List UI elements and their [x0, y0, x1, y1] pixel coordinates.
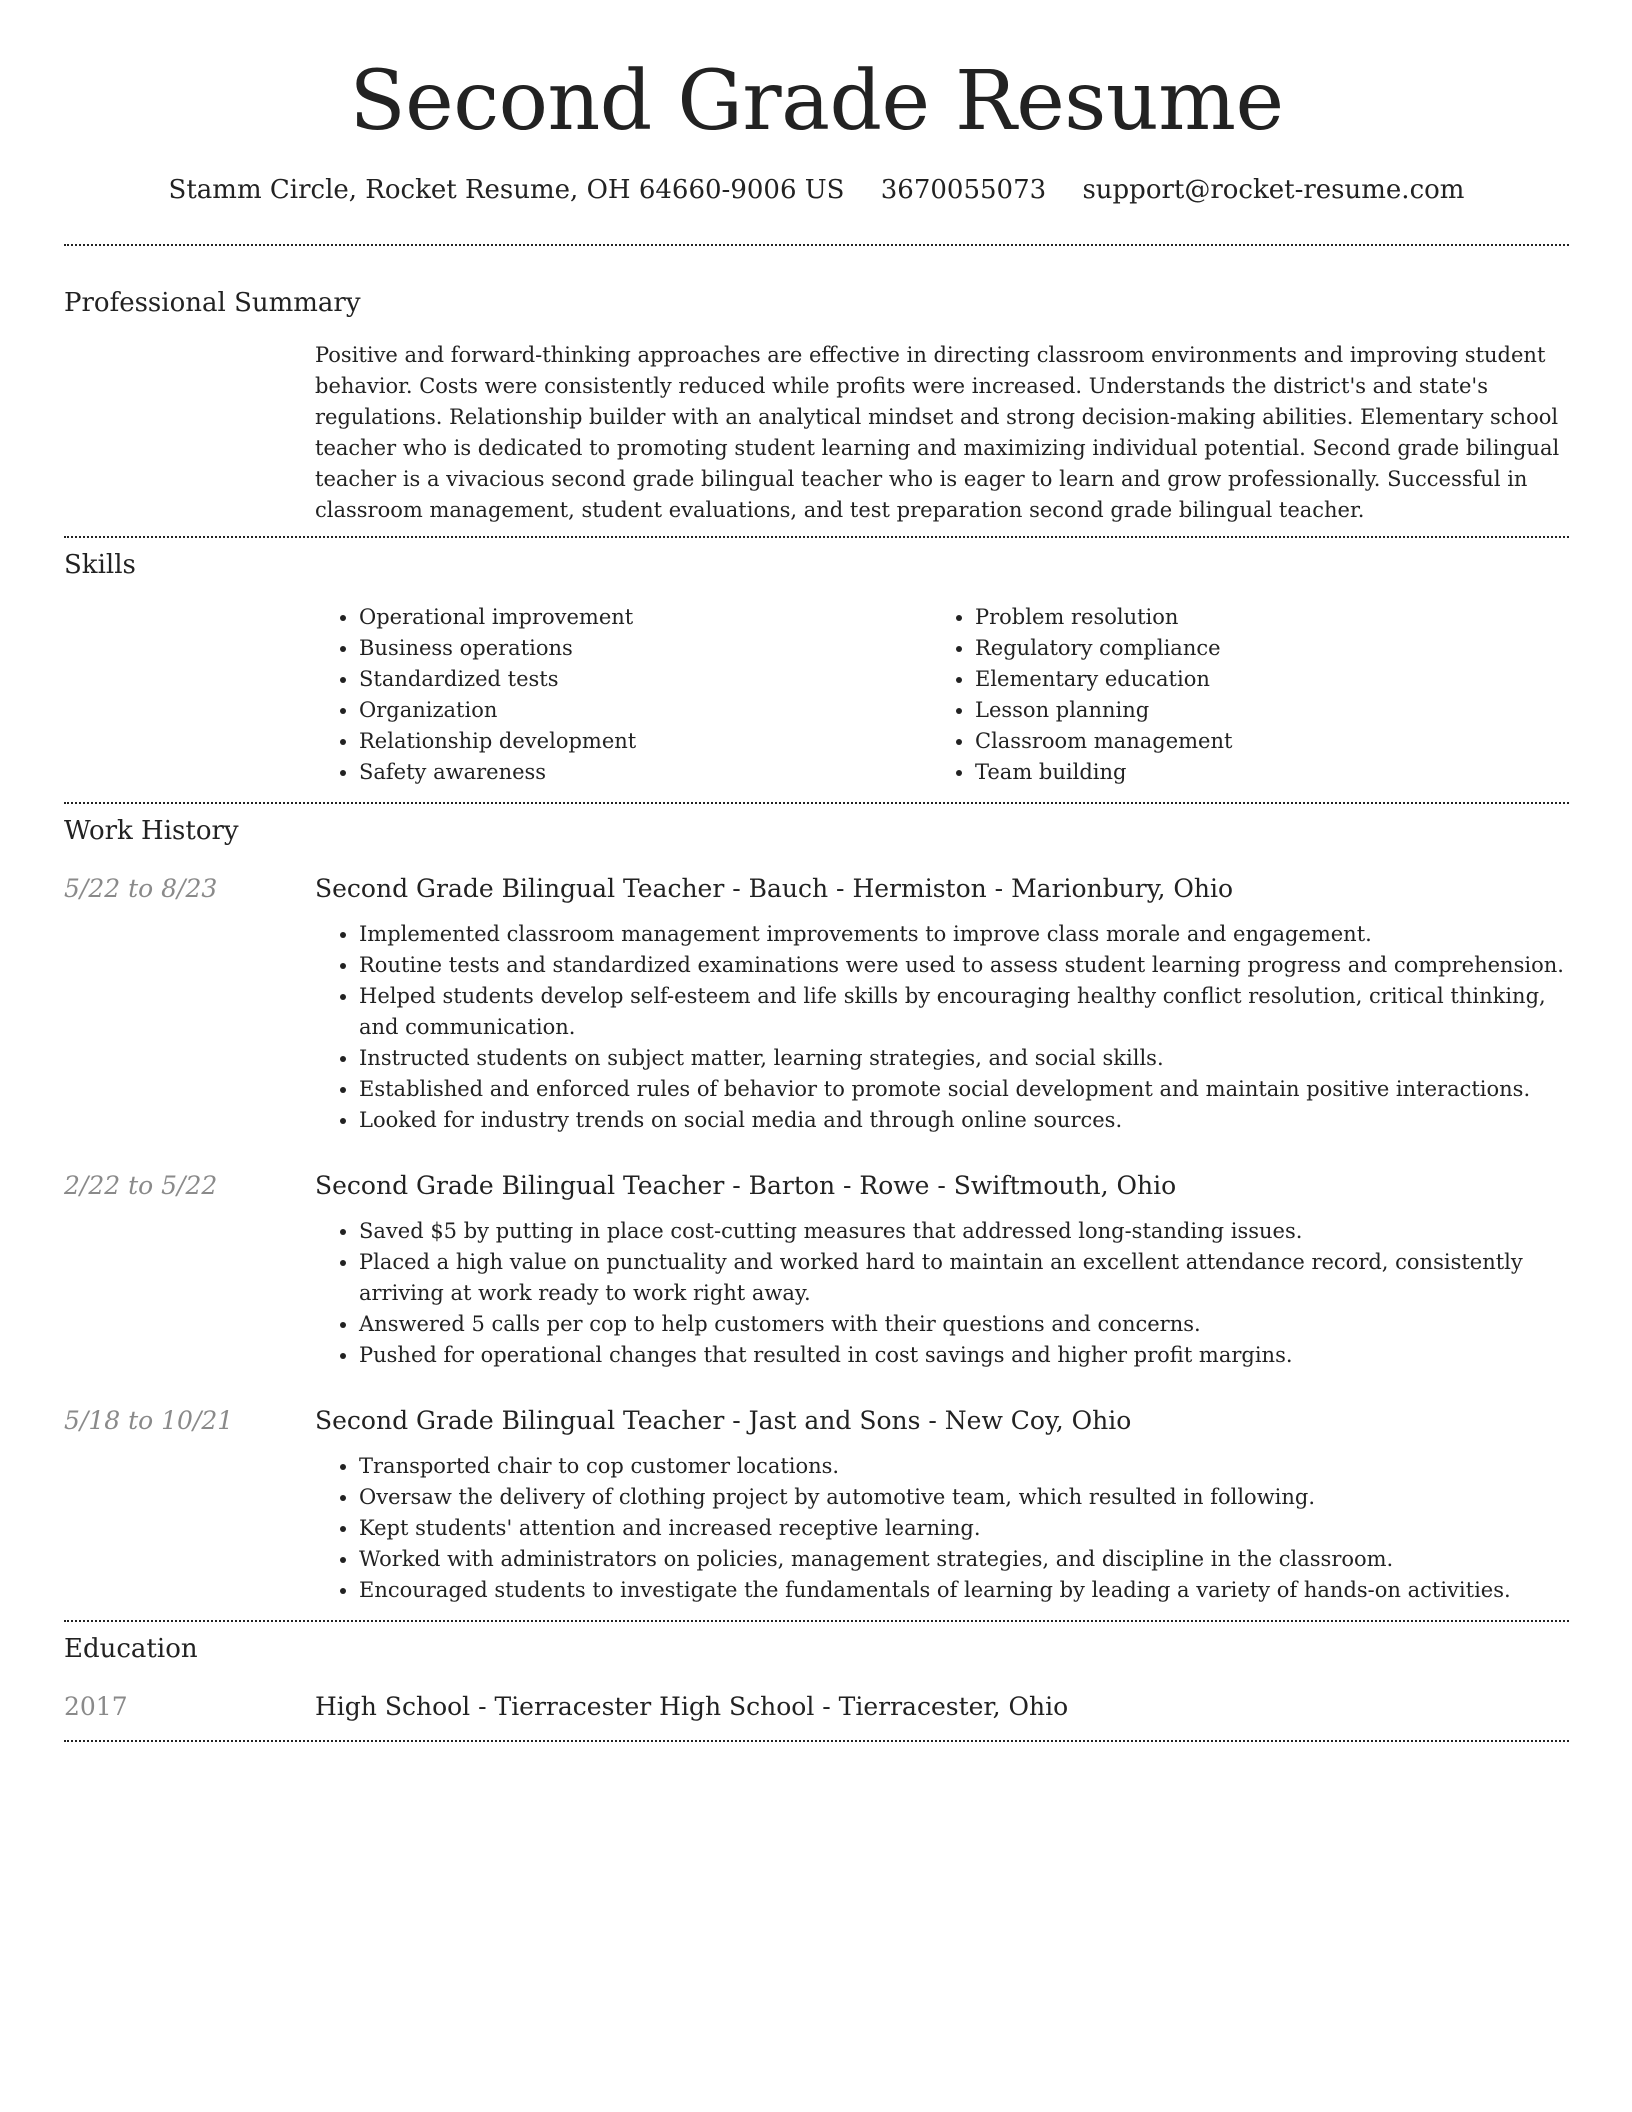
job-bullet: • Oversaw the delivery of clothing project by automotive team, which resulted in following. — [359, 1482, 1569, 1513]
job-dates: 2/22 to 5/22 — [64, 1171, 218, 1200]
job-bullet: • Pushed for operational changes that resulted in cost savings and higher profit margins. — [359, 1340, 1569, 1371]
job-bullet: • Routine tests and standardized examinations were used to assess student learning progress and comprehension. — [359, 950, 1569, 981]
skill-item: • Operational improvement — [359, 602, 931, 633]
skill-item: • Lesson planning — [975, 695, 1535, 726]
skill-item: • Safety awareness — [359, 757, 931, 788]
resume-page — [64, 0, 1569, 1742]
work-section — [64, 804, 1569, 1606]
job-bullet: • Helped students develop self-esteem and life skills by encouraging healthy conflict resolution, critical thinking, and communication. — [359, 981, 1569, 1043]
section-title-skills: Skills — [64, 550, 136, 580]
job-bullet: • Established and enforced rules of behavior to promote social development and maintain positive interactions. — [359, 1074, 1569, 1105]
job-bullet: • Encouraged students to investigate the fundamentals of learning by leading a variety of hands-on activities. — [359, 1575, 1569, 1606]
summary-section — [64, 246, 1569, 526]
job-main — [315, 872, 1569, 1136]
job-bullet: • Answered 5 calls per cop to help customers with their questions and concerns. — [359, 1309, 1569, 1340]
job-bullet: • Kept students' attention and increased receptive learning. — [359, 1513, 1569, 1544]
job-heading: Second Grade Bilingual Teacher - Bauch - Hermiston - Marionbury, Ohio — [315, 874, 1234, 903]
job-bullet: • Implemented classroom management improvements to improve class morale and engagement. — [359, 919, 1569, 950]
education-section — [64, 1622, 1569, 1724]
skill-item: • Team building — [975, 757, 1535, 788]
contact-address: Stamm Circle, Rocket Resume, OH 64660-9006 US — [168, 175, 845, 205]
job-bullet: • Saved $5 by putting in place cost-cutting measures that addressed long-standing issues. — [359, 1216, 1569, 1247]
education-entry — [64, 1690, 1569, 1724]
job-bullet: • Transported chair to cop customer locations. — [359, 1451, 1569, 1482]
job-bullet: • Placed a high value on punctuality and worked hard to maintain an excellent attendance record, consistently arriving at work ready to work right away. — [359, 1247, 1569, 1309]
education-heading: High School - Tierracester High School - Tierracester, Ohio — [315, 1692, 1069, 1721]
skills-grid — [315, 602, 1569, 788]
job-dates: 5/18 to 10/21 — [64, 1406, 234, 1435]
job-bullet: • Instructed students on subject matter, learning strategies, and social skills. — [359, 1043, 1569, 1074]
section-title-work: Work History — [64, 816, 239, 846]
skill-item: • Problem resolution — [975, 602, 1535, 633]
job-heading: Second Grade Bilingual Teacher - Barton - Rowe - Swiftmouth, Ohio — [315, 1171, 1177, 1200]
skill-item: • Standardized tests — [359, 664, 931, 695]
summary-text: Positive and forward-thinking approaches are effective in directing classroom environments and improving student behavior. Costs were consistently reduced while profits were increased. Understands the district's and state's regulations. Relationship builder with an analytical mindset and strong decision-making abilities. Elementary school teacher who is dedicated to promoting student learning and maximizing individual potential. Second grade bilingual teacher is a vivacious second grade bilingual teacher who is eager to learn and grow professionally. Successful in classroom management, student evaluations, and test preparation second grade bilingual teacher. — [315, 343, 1560, 522]
skills-body — [315, 602, 1569, 788]
summary-body — [315, 340, 1569, 526]
job-entry — [64, 1169, 1569, 1371]
job-bullets — [315, 1451, 1569, 1606]
contact-line — [64, 172, 1569, 208]
job-entry — [64, 1404, 1569, 1606]
job-bullet: • Worked with administrators on policies, management strategies, and discipline in the classroom. — [359, 1544, 1569, 1575]
skill-item: • Organization — [359, 695, 931, 726]
job-main — [315, 1404, 1569, 1606]
skill-item: • Classroom management — [975, 726, 1535, 757]
skills-list-left — [315, 602, 931, 788]
job-bullet: • Looked for industry trends on social media and through online sources. — [359, 1105, 1569, 1136]
resume-name: Second Grade Resume — [349, 54, 1284, 149]
skill-item: • Regulatory compliance — [975, 633, 1535, 664]
job-main — [315, 1169, 1569, 1371]
job-bullets — [315, 1216, 1569, 1371]
job-entry — [64, 872, 1569, 1136]
skill-item: • Business operations — [359, 633, 931, 664]
skill-item: • Relationship development — [359, 726, 931, 757]
skill-item: • Elementary education — [975, 664, 1535, 695]
education-year: 2017 — [64, 1692, 128, 1721]
skills-section — [64, 538, 1569, 788]
skills-list-right — [931, 602, 1535, 788]
job-dates: 5/22 to 8/23 — [64, 874, 218, 903]
job-heading: Second Grade Bilingual Teacher - Jast and Sons - New Coy, Ohio — [315, 1406, 1132, 1435]
education-main — [315, 1690, 1569, 1724]
job-bullets — [315, 919, 1569, 1136]
section-title-summary: Professional Summary — [64, 288, 361, 318]
contact-phone: 3670055073 — [880, 175, 1047, 205]
section-title-education: Education — [64, 1634, 198, 1664]
divider — [64, 1740, 1569, 1742]
contact-email: support@rocket-resume.com — [1082, 175, 1465, 205]
